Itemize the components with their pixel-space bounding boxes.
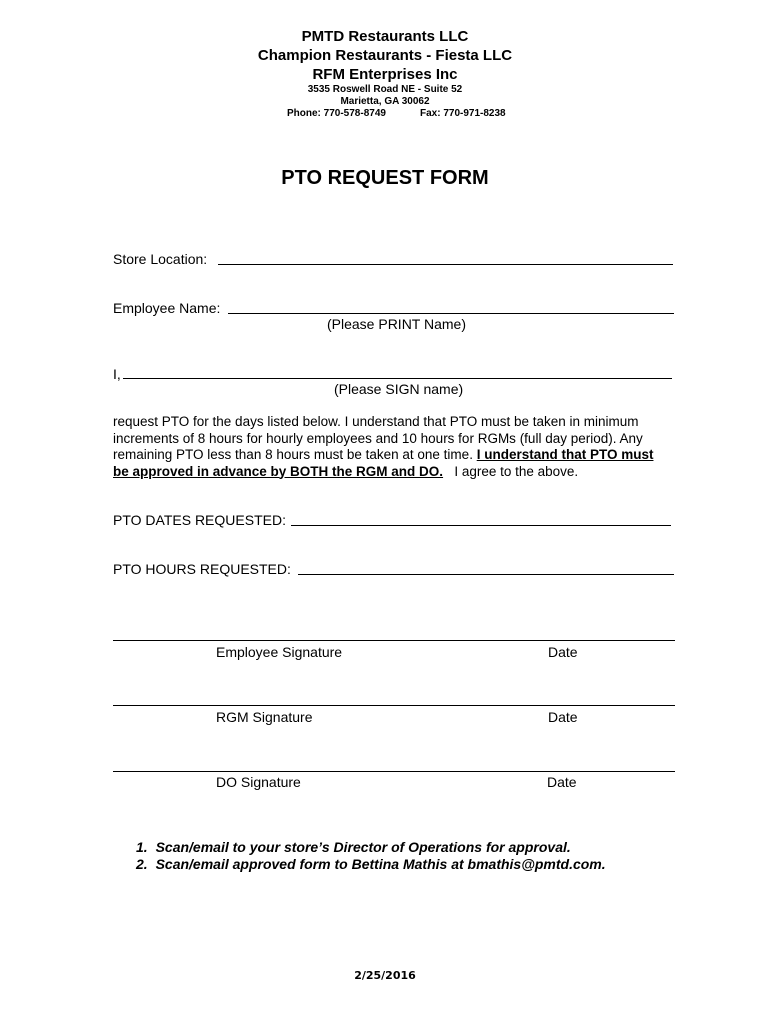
company-name-3: RFM Enterprises Inc	[312, 66, 458, 83]
employee-signature-line[interactable]	[113, 640, 675, 641]
footer-date: 2/25/2016	[354, 969, 416, 982]
phone-number: Phone: 770-578-8749	[287, 108, 386, 119]
instruction-2-text: Scan/email approved form to Bettina Mathis at bmathis@pmtd.com.	[155, 856, 606, 872]
company-name-1: PMTD Restaurants LLC	[301, 28, 469, 45]
pto-hours-label: PTO HOURS REQUESTED:	[113, 561, 291, 577]
store-location-field[interactable]	[218, 264, 673, 265]
agreement-paragraph	[113, 414, 693, 480]
instruction-1-text: Scan/email to your store’s Director of Operations for approval.	[155, 839, 571, 855]
pto-dates-label: PTO DATES REQUESTED:	[113, 512, 286, 528]
sign-name-hint: (Please SIGN name)	[334, 381, 464, 397]
do-date-label: Date	[547, 774, 577, 790]
instruction-2	[136, 856, 606, 872]
paragraph-line-2: increments of 8 hours for hourly employees and 10 hours for RGMs (full day period). Any	[113, 430, 643, 446]
rgm-date-label: Date	[548, 709, 578, 725]
store-location-label: Store Location:	[113, 251, 208, 267]
fax-number: Fax: 770-971-8238	[420, 108, 506, 119]
approval-notice-part-2: be approved in advance by BOTH the RGM and DO.	[113, 463, 444, 479]
instruction-1	[136, 839, 571, 855]
pto-dates-field[interactable]	[291, 525, 671, 526]
paragraph-line-3-text: remaining PTO less than 8 hours must be taken at one time.	[113, 447, 477, 462]
rgm-signature-line[interactable]	[113, 705, 675, 706]
paragraph-line-4	[113, 464, 693, 481]
do-signature-line[interactable]	[113, 771, 675, 772]
address-line-2: Marietta, GA 30062	[340, 96, 430, 107]
instruction-2-number: 2.	[136, 856, 148, 872]
sign-name-field[interactable]	[123, 378, 672, 379]
employee-name-field[interactable]	[228, 313, 674, 314]
employee-signature-label: Employee Signature	[216, 644, 343, 660]
agree-text: I agree to the above.	[443, 463, 579, 479]
employee-name-label: Employee Name:	[113, 300, 221, 316]
paragraph-line-3	[113, 447, 693, 464]
address-line-1: 3535 Roswell Road NE - Suite 52	[307, 84, 463, 95]
instruction-1-number: 1.	[136, 839, 148, 855]
paragraph-line-1: request PTO for the days listed below. I understand that PTO must be taken in minimum	[113, 414, 639, 429]
page-title: PTO REQUEST FORM	[281, 167, 489, 189]
approval-notice-part-1: I understand that PTO must	[476, 447, 654, 462]
pto-hours-field[interactable]	[298, 574, 674, 575]
do-signature-label: DO Signature	[216, 774, 301, 790]
company-name-2: Champion Restaurants - Fiesta LLC	[257, 47, 513, 64]
sign-name-label: I,	[113, 366, 121, 382]
print-name-hint: (Please PRINT Name)	[327, 316, 467, 332]
rgm-signature-label: RGM Signature	[216, 709, 313, 725]
employee-date-label: Date	[548, 644, 578, 660]
